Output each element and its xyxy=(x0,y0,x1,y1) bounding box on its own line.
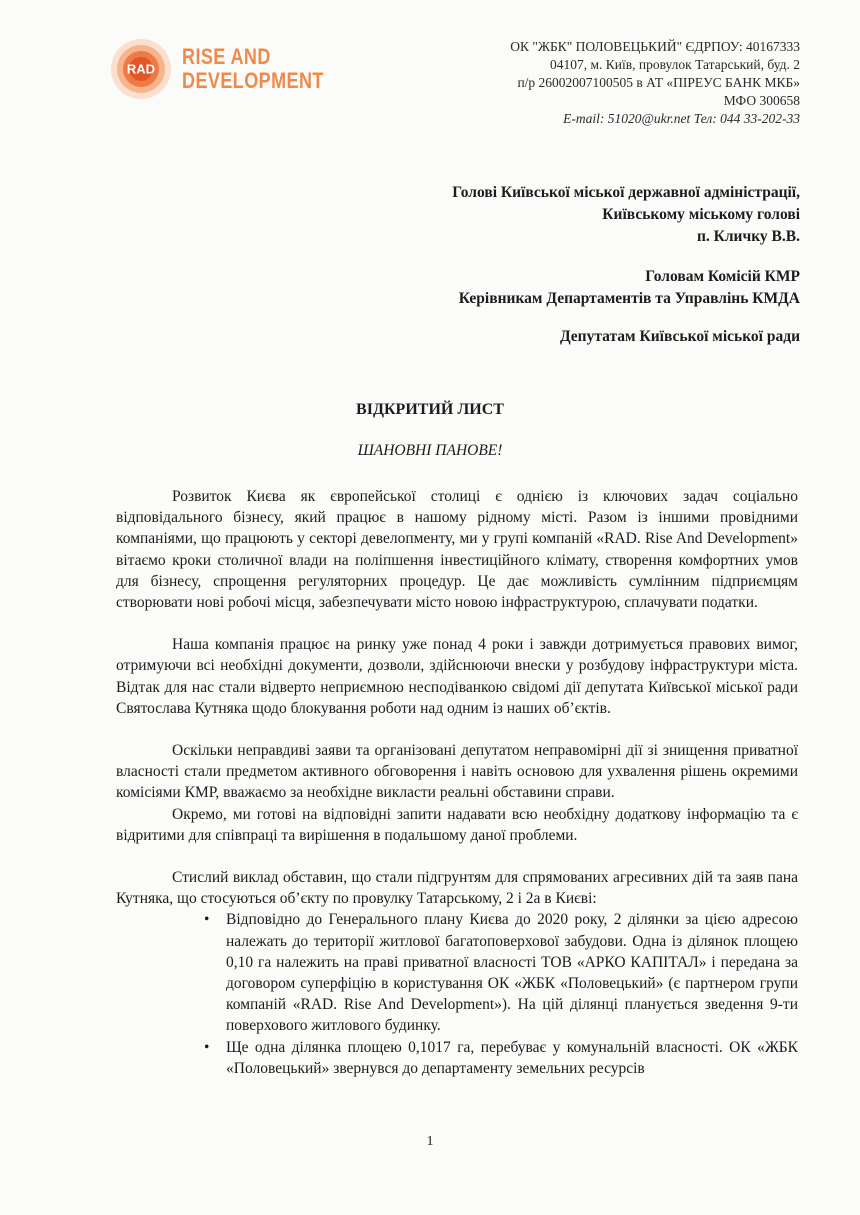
organization-details xyxy=(510,38,800,128)
email-label: E-mail: xyxy=(563,111,608,126)
list-item: • Відповідно до Генерального плану Києва до 2020 року, 2 ділянки за цією адресою належать до території житлової багатоповерхової забудови. Одна із ділянок площею 0,10 га належить на праві приватної власності ТОВ «АРКО КАПІТАЛ» і передана за договором суперфіцію в користування ОК «ЖБК «Половецький» (є партнером групи компаній «RAD. Rise And Development»). На цій ділянці планується зведення 9-ти поверхового житлового будинку. xyxy=(226,909,798,1036)
paragraph-4: Окремо, ми готові на відповідні запити надавати всю необхідну додаткову інформацію та є відритими для співпраці та вирішення в подальшому даної проблеми. xyxy=(116,805,798,844)
org-line-3: п/р 26002007100505 в АТ «ПІРЕУС БАНК МКБ» xyxy=(517,75,800,90)
addressee-line: Голові Київської міської державної адміністрації, xyxy=(452,184,800,201)
logo-wordmark xyxy=(182,45,324,93)
org-line-4: МФО 300658 xyxy=(723,93,800,108)
addressee-block-head xyxy=(452,182,800,248)
logo-line-1: RISE AND xyxy=(182,44,271,69)
addressee-line: Керівникам Департаментів та Управлінь КМДА xyxy=(458,290,800,307)
company-logo xyxy=(110,38,355,100)
phone-text: Тел: 044 33-202-33 xyxy=(690,111,800,126)
circumstances-list xyxy=(116,909,798,1079)
rad-logo-icon xyxy=(110,38,172,100)
addressee-block-commissions xyxy=(459,266,800,310)
addressee-line: Головам Комісій КМР xyxy=(645,268,800,285)
addressee-line: п. Кличку В.В. xyxy=(696,228,800,245)
addressee-block-deputies xyxy=(560,326,800,348)
paragraph-3: Оскільки неправдиві заяви та організовані депутатом неправомірні дії зі знищення приватної власності стали предметом активного обговорення і навіть основою для ухвалення рішень окремими комісіями КМР, вважаємо за необхідне викласти реальні обставини справи. xyxy=(116,742,798,802)
paragraph-2: Наша компанія працює на ринку уже понад 4 роки і завжди дотримується правових вимог, отримуючи всі необхідні документи, дозволи, здійснюючи внески у розбудову інфраструктури міста. Відтак для нас стали відверто неприємною несподіванкою свідомі дії депутата Київської міської ради Святослава Кутняка щодо блокування роботи над одним із наших об’єктів. xyxy=(116,636,798,717)
contact-line xyxy=(510,110,800,128)
paragraph-1: Розвиток Києва як європейської столиці є однією із ключових задач соціально відповідального бізнесу, який працює в нашому рідному місті. Разом із іншими провідними компаніями, що працюють у секторі девелопменту, ми у групі компаній «RAD. Rise And Development» вітаємо кроки столичної влади на поліпшення інвестиційного клімату, створення комфортних умов для бізнесу, спрощення регуляторних процедур. Це дає можливість сумлінним підприємцям створювати нові робочі місця, забезпечувати місто новою інфраструктурою, сплачувати податки. xyxy=(116,488,798,612)
paragraph-5: Стислий виклад обставин, що стали підгрунтям для спрямованих агресивних дій та заяв пана Кутняка, що стосуються об’єкту по провулку Татарському, 2 і 2а в Києві: xyxy=(116,869,798,908)
addressee-line: Депутатам Київської міської ради xyxy=(559,328,800,345)
svg-text:RAD: RAD xyxy=(126,61,156,77)
letter-body xyxy=(116,486,798,1079)
email-link[interactable]: 51020@ukr.net xyxy=(607,111,691,126)
org-line-2: 04107, м. Київ, провулок Татарський, буд. 2 xyxy=(549,57,800,72)
addressee-line: Київському міському голові xyxy=(602,206,800,223)
salutation: ШАНОВНІ ПАНОВЕ! xyxy=(357,442,503,459)
org-line-1: ОК "ЖБК" ПОЛОВЕЦЬКИЙ" ЄДРПОУ: 40167333 xyxy=(510,39,800,54)
list-item: • Ще одна ділянка площею 0,1017 га, перебуває у комунальній власності. ОК «ЖБК «Половецький» звернувся до департаменту земельних ресурсів xyxy=(226,1037,798,1079)
logo-line-2: DEVELOPMENT xyxy=(182,68,324,93)
page-number: 1 xyxy=(426,1134,434,1149)
letter-title: ВІДКРИТИЙ ЛИСТ xyxy=(356,401,504,418)
